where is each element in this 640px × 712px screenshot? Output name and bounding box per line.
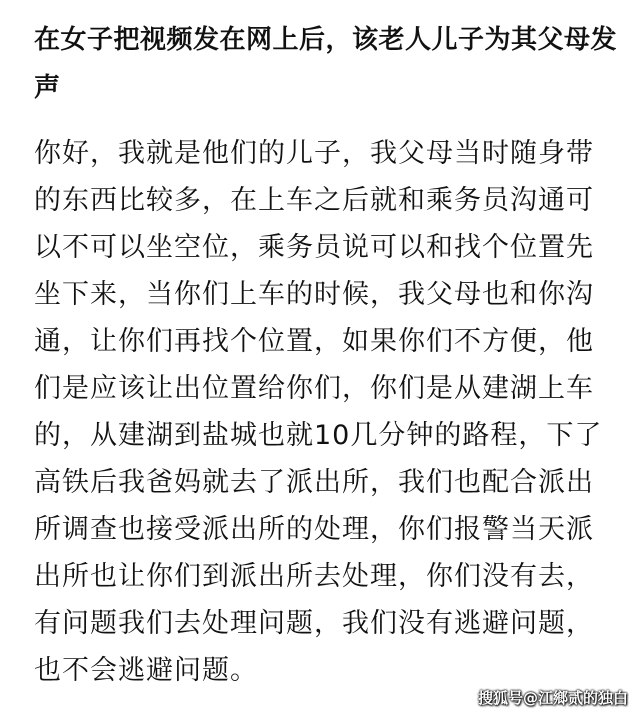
sohu-watermark: 搜狐号@江鄉贰的独白 xyxy=(477,689,628,707)
article-headline: 在女子把视频发在网上后，该老人儿子为其父母发声 xyxy=(34,25,618,103)
article-body: 你好，我就是他们的儿子，我父母当时随身带的东西比较多，在上车之后就和乘务员沟通可以不可以坐空位，乘务员说可以和找个位置先坐下来，当你们上车的时候，我父母也和你沟通，让你们再找个位置，如果你们不方便，他们是应该让出位置给你们，你们是从建湖上车的，从建湖到盐城也就10几分钟的路程，下了高铁后我爸妈就去了派出所，我们也配合派出所调查也接受派出所的处理，你们报警当天派出所也让你们到派出所去处理，你们没有去，有问题我们去处理问题，我们没有逃避问题，也不会逃避问题。 xyxy=(34,138,603,686)
